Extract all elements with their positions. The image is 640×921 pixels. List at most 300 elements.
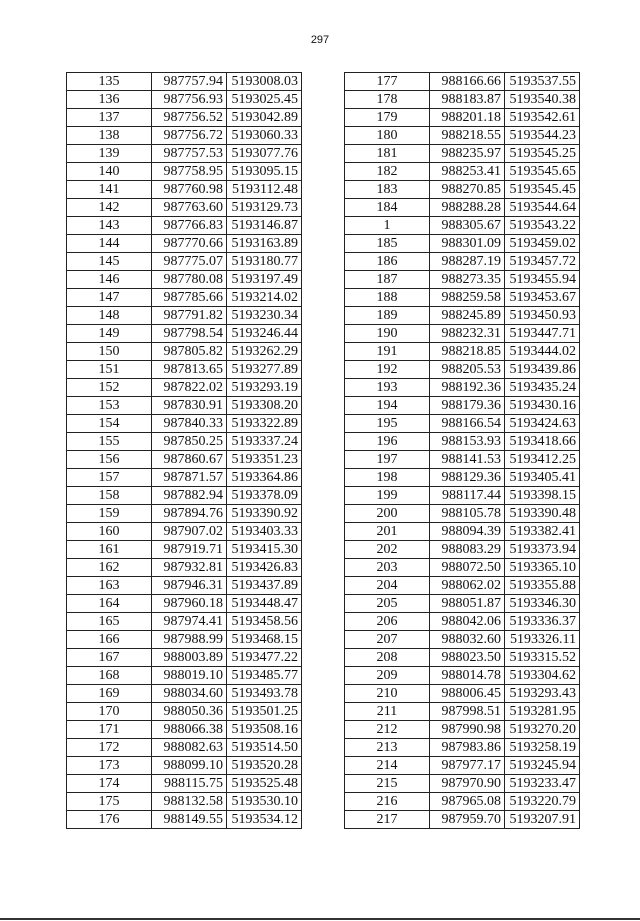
y-coordinate-cell: 5193450.93 xyxy=(505,307,580,325)
y-coordinate-cell: 5193365.10 xyxy=(505,559,580,577)
x-coordinate-cell: 987785.66 xyxy=(152,289,227,307)
y-coordinate-cell: 5193424.63 xyxy=(505,415,580,433)
point-id-cell: 175 xyxy=(67,793,152,811)
point-id-cell: 189 xyxy=(345,307,430,325)
y-coordinate-cell: 5193382.41 xyxy=(505,523,580,541)
table-row xyxy=(67,541,302,559)
x-coordinate-cell: 988253.41 xyxy=(430,163,505,181)
y-coordinate-cell: 5193293.43 xyxy=(505,685,580,703)
table-row xyxy=(345,541,580,559)
x-coordinate-cell: 987813.65 xyxy=(152,361,227,379)
x-coordinate-cell: 987798.54 xyxy=(152,325,227,343)
x-coordinate-cell: 987960.18 xyxy=(152,595,227,613)
y-coordinate-cell: 5193326.11 xyxy=(505,631,580,649)
point-id-cell: 176 xyxy=(67,811,152,829)
x-coordinate-cell: 988245.89 xyxy=(430,307,505,325)
point-id-cell: 209 xyxy=(345,667,430,685)
x-coordinate-cell: 988023.50 xyxy=(430,649,505,667)
bottom-rule xyxy=(0,918,640,920)
y-coordinate-cell: 5193214.02 xyxy=(227,289,302,307)
point-id-cell: 157 xyxy=(67,469,152,487)
table-row xyxy=(345,469,580,487)
point-id-cell: 213 xyxy=(345,739,430,757)
x-coordinate-cell: 988019.10 xyxy=(152,667,227,685)
table-row xyxy=(67,199,302,217)
y-coordinate-cell: 5193042.89 xyxy=(227,109,302,127)
x-coordinate-cell: 987791.82 xyxy=(152,307,227,325)
table-row xyxy=(67,181,302,199)
point-id-cell: 170 xyxy=(67,703,152,721)
table-row xyxy=(67,361,302,379)
y-coordinate-cell: 5193455.94 xyxy=(505,271,580,289)
point-id-cell: 136 xyxy=(67,91,152,109)
y-coordinate-cell: 5193435.24 xyxy=(505,379,580,397)
point-id-cell: 143 xyxy=(67,217,152,235)
x-coordinate-cell: 987959.70 xyxy=(430,811,505,829)
table-row xyxy=(67,73,302,91)
x-coordinate-cell: 987970.90 xyxy=(430,775,505,793)
y-coordinate-cell: 5193415.30 xyxy=(227,541,302,559)
x-coordinate-cell: 987766.83 xyxy=(152,217,227,235)
point-id-cell: 185 xyxy=(345,235,430,253)
y-coordinate-cell: 5193246.44 xyxy=(227,325,302,343)
x-coordinate-cell: 988179.36 xyxy=(430,397,505,415)
x-coordinate-cell: 987983.86 xyxy=(430,739,505,757)
point-id-cell: 215 xyxy=(345,775,430,793)
table-row xyxy=(345,703,580,721)
point-id-cell: 201 xyxy=(345,523,430,541)
x-coordinate-cell: 988072.50 xyxy=(430,559,505,577)
table-row xyxy=(345,217,580,235)
point-id-cell: 188 xyxy=(345,289,430,307)
point-id-cell: 200 xyxy=(345,505,430,523)
y-coordinate-cell: 5193315.52 xyxy=(505,649,580,667)
table-row xyxy=(67,397,302,415)
point-id-cell: 211 xyxy=(345,703,430,721)
table-row xyxy=(345,577,580,595)
y-coordinate-cell: 5193262.29 xyxy=(227,343,302,361)
point-id-cell: 1 xyxy=(345,217,430,235)
page-number: 297 xyxy=(310,34,330,46)
y-coordinate-cell: 5193281.95 xyxy=(505,703,580,721)
x-coordinate-cell: 988105.78 xyxy=(430,505,505,523)
point-id-cell: 149 xyxy=(67,325,152,343)
point-id-cell: 197 xyxy=(345,451,430,469)
x-coordinate-cell: 988270.85 xyxy=(430,181,505,199)
y-coordinate-cell: 5193545.45 xyxy=(505,181,580,199)
y-coordinate-cell: 5193308.20 xyxy=(227,397,302,415)
point-id-cell: 145 xyxy=(67,253,152,271)
table-row xyxy=(67,451,302,469)
y-coordinate-cell: 5193453.67 xyxy=(505,289,580,307)
table-row xyxy=(345,271,580,289)
y-coordinate-cell: 5193403.33 xyxy=(227,523,302,541)
table-row xyxy=(67,505,302,523)
point-id-cell: 164 xyxy=(67,595,152,613)
table-row xyxy=(67,379,302,397)
y-coordinate-cell: 5193322.89 xyxy=(227,415,302,433)
x-coordinate-cell: 987871.57 xyxy=(152,469,227,487)
x-coordinate-cell: 988232.31 xyxy=(430,325,505,343)
table-row xyxy=(67,217,302,235)
table-row xyxy=(345,361,580,379)
x-coordinate-cell: 988153.93 xyxy=(430,433,505,451)
table-row xyxy=(345,343,580,361)
y-coordinate-cell: 5193448.47 xyxy=(227,595,302,613)
x-coordinate-cell: 987974.41 xyxy=(152,613,227,631)
table-row xyxy=(67,703,302,721)
point-id-cell: 173 xyxy=(67,757,152,775)
y-coordinate-cell: 5193437.89 xyxy=(227,577,302,595)
y-coordinate-cell: 5193304.62 xyxy=(505,667,580,685)
x-coordinate-cell: 987775.07 xyxy=(152,253,227,271)
y-coordinate-cell: 5193398.15 xyxy=(505,487,580,505)
y-coordinate-cell: 5193364.86 xyxy=(227,469,302,487)
y-coordinate-cell: 5193457.72 xyxy=(505,253,580,271)
table-row xyxy=(67,163,302,181)
point-id-cell: 155 xyxy=(67,433,152,451)
y-coordinate-cell: 5193220.79 xyxy=(505,793,580,811)
x-coordinate-cell: 988082.63 xyxy=(152,739,227,757)
table-row xyxy=(345,487,580,505)
point-id-cell: 192 xyxy=(345,361,430,379)
x-coordinate-cell: 988141.53 xyxy=(430,451,505,469)
table-row xyxy=(345,289,580,307)
table-row xyxy=(345,397,580,415)
x-coordinate-cell: 987780.08 xyxy=(152,271,227,289)
y-coordinate-cell: 5193230.34 xyxy=(227,307,302,325)
y-coordinate-cell: 5193095.15 xyxy=(227,163,302,181)
table-row xyxy=(345,181,580,199)
point-id-cell: 179 xyxy=(345,109,430,127)
y-coordinate-cell: 5193337.24 xyxy=(227,433,302,451)
y-coordinate-cell: 5193293.19 xyxy=(227,379,302,397)
table-row xyxy=(67,811,302,829)
x-coordinate-cell: 987850.25 xyxy=(152,433,227,451)
x-coordinate-cell: 988115.75 xyxy=(152,775,227,793)
x-coordinate-cell: 987758.95 xyxy=(152,163,227,181)
x-coordinate-cell: 988094.39 xyxy=(430,523,505,541)
point-id-cell: 195 xyxy=(345,415,430,433)
point-id-cell: 183 xyxy=(345,181,430,199)
x-coordinate-cell: 987932.81 xyxy=(152,559,227,577)
point-id-cell: 210 xyxy=(345,685,430,703)
y-coordinate-cell: 5193540.38 xyxy=(505,91,580,109)
y-coordinate-cell: 5193439.86 xyxy=(505,361,580,379)
point-id-cell: 199 xyxy=(345,487,430,505)
x-coordinate-cell: 987946.31 xyxy=(152,577,227,595)
table-row xyxy=(345,523,580,541)
x-coordinate-cell: 988166.66 xyxy=(430,73,505,91)
y-coordinate-cell: 5193077.76 xyxy=(227,145,302,163)
x-coordinate-cell: 987757.53 xyxy=(152,145,227,163)
x-coordinate-cell: 988192.36 xyxy=(430,379,505,397)
x-coordinate-cell: 987805.82 xyxy=(152,343,227,361)
x-coordinate-cell: 988305.67 xyxy=(430,217,505,235)
point-id-cell: 186 xyxy=(345,253,430,271)
point-id-cell: 152 xyxy=(67,379,152,397)
table-row xyxy=(67,721,302,739)
y-coordinate-cell: 5193444.02 xyxy=(505,343,580,361)
y-coordinate-cell: 5193545.25 xyxy=(505,145,580,163)
point-id-cell: 216 xyxy=(345,793,430,811)
table-row xyxy=(345,667,580,685)
coordinate-table-left xyxy=(66,72,302,829)
point-id-cell: 206 xyxy=(345,613,430,631)
y-coordinate-cell: 5193390.48 xyxy=(505,505,580,523)
table-row xyxy=(67,649,302,667)
table-row xyxy=(345,739,580,757)
y-coordinate-cell: 5193270.20 xyxy=(505,721,580,739)
point-id-cell: 181 xyxy=(345,145,430,163)
y-coordinate-cell: 5193112.48 xyxy=(227,181,302,199)
y-coordinate-cell: 5193485.77 xyxy=(227,667,302,685)
point-id-cell: 138 xyxy=(67,127,152,145)
y-coordinate-cell: 5193501.25 xyxy=(227,703,302,721)
y-coordinate-cell: 5193412.25 xyxy=(505,451,580,469)
x-coordinate-cell: 988273.35 xyxy=(430,271,505,289)
y-coordinate-cell: 5193544.64 xyxy=(505,199,580,217)
table-row xyxy=(345,73,580,91)
table-row xyxy=(345,109,580,127)
point-id-cell: 150 xyxy=(67,343,152,361)
x-coordinate-cell: 988034.60 xyxy=(152,685,227,703)
point-id-cell: 207 xyxy=(345,631,430,649)
table-row xyxy=(67,613,302,631)
y-coordinate-cell: 5193405.41 xyxy=(505,469,580,487)
table-row xyxy=(67,487,302,505)
y-coordinate-cell: 5193245.94 xyxy=(505,757,580,775)
table-row xyxy=(67,685,302,703)
point-id-cell: 158 xyxy=(67,487,152,505)
x-coordinate-cell: 987757.94 xyxy=(152,73,227,91)
x-coordinate-cell: 987756.93 xyxy=(152,91,227,109)
y-coordinate-cell: 5193508.16 xyxy=(227,721,302,739)
x-coordinate-cell: 988301.09 xyxy=(430,235,505,253)
point-id-cell: 144 xyxy=(67,235,152,253)
point-id-cell: 137 xyxy=(67,109,152,127)
y-coordinate-cell: 5193520.28 xyxy=(227,757,302,775)
table-row xyxy=(67,91,302,109)
point-id-cell: 187 xyxy=(345,271,430,289)
y-coordinate-cell: 5193545.65 xyxy=(505,163,580,181)
table-row xyxy=(345,199,580,217)
table-row xyxy=(345,145,580,163)
x-coordinate-cell: 988129.36 xyxy=(430,469,505,487)
x-coordinate-cell: 988201.18 xyxy=(430,109,505,127)
table-row xyxy=(345,451,580,469)
table-row xyxy=(67,595,302,613)
x-coordinate-cell: 987894.76 xyxy=(152,505,227,523)
table-row xyxy=(345,685,580,703)
point-id-cell: 166 xyxy=(67,631,152,649)
table-row xyxy=(345,613,580,631)
table-row xyxy=(67,307,302,325)
table-row xyxy=(67,145,302,163)
x-coordinate-cell: 987860.67 xyxy=(152,451,227,469)
table-row xyxy=(345,559,580,577)
point-id-cell: 194 xyxy=(345,397,430,415)
x-coordinate-cell: 988051.87 xyxy=(430,595,505,613)
table-row xyxy=(67,415,302,433)
x-coordinate-cell: 988050.36 xyxy=(152,703,227,721)
point-id-cell: 160 xyxy=(67,523,152,541)
point-id-cell: 190 xyxy=(345,325,430,343)
table-row xyxy=(345,757,580,775)
table-row xyxy=(67,235,302,253)
y-coordinate-cell: 5193355.88 xyxy=(505,577,580,595)
y-coordinate-cell: 5193163.89 xyxy=(227,235,302,253)
x-coordinate-cell: 988149.55 xyxy=(152,811,227,829)
point-id-cell: 182 xyxy=(345,163,430,181)
y-coordinate-cell: 5193459.02 xyxy=(505,235,580,253)
point-id-cell: 161 xyxy=(67,541,152,559)
y-coordinate-cell: 5193258.19 xyxy=(505,739,580,757)
point-id-cell: 165 xyxy=(67,613,152,631)
x-coordinate-cell: 987770.66 xyxy=(152,235,227,253)
y-coordinate-cell: 5193426.83 xyxy=(227,559,302,577)
y-coordinate-cell: 5193207.91 xyxy=(505,811,580,829)
point-id-cell: 208 xyxy=(345,649,430,667)
y-coordinate-cell: 5193447.71 xyxy=(505,325,580,343)
y-coordinate-cell: 5193430.16 xyxy=(505,397,580,415)
y-coordinate-cell: 5193534.12 xyxy=(227,811,302,829)
x-coordinate-cell: 988218.85 xyxy=(430,343,505,361)
point-id-cell: 163 xyxy=(67,577,152,595)
y-coordinate-cell: 5193537.55 xyxy=(505,73,580,91)
x-coordinate-cell: 987756.72 xyxy=(152,127,227,145)
y-coordinate-cell: 5193458.56 xyxy=(227,613,302,631)
point-id-cell: 178 xyxy=(345,91,430,109)
x-coordinate-cell: 987977.17 xyxy=(430,757,505,775)
point-id-cell: 151 xyxy=(67,361,152,379)
y-coordinate-cell: 5193378.09 xyxy=(227,487,302,505)
point-id-cell: 191 xyxy=(345,343,430,361)
table-row xyxy=(345,595,580,613)
x-coordinate-cell: 988235.97 xyxy=(430,145,505,163)
x-coordinate-cell: 987990.98 xyxy=(430,721,505,739)
x-coordinate-cell: 988218.55 xyxy=(430,127,505,145)
table-row xyxy=(67,577,302,595)
table-row xyxy=(345,253,580,271)
table-row xyxy=(345,649,580,667)
x-coordinate-cell: 987919.71 xyxy=(152,541,227,559)
table-row xyxy=(345,811,580,829)
y-coordinate-cell: 5193525.48 xyxy=(227,775,302,793)
x-coordinate-cell: 988287.19 xyxy=(430,253,505,271)
table-row xyxy=(67,469,302,487)
point-id-cell: 153 xyxy=(67,397,152,415)
table-row xyxy=(345,127,580,145)
x-coordinate-cell: 987840.33 xyxy=(152,415,227,433)
point-id-cell: 214 xyxy=(345,757,430,775)
x-coordinate-cell: 988183.87 xyxy=(430,91,505,109)
x-coordinate-cell: 988205.53 xyxy=(430,361,505,379)
x-coordinate-cell: 988259.58 xyxy=(430,289,505,307)
table-row xyxy=(67,559,302,577)
x-coordinate-cell: 987965.08 xyxy=(430,793,505,811)
point-id-cell: 142 xyxy=(67,199,152,217)
y-coordinate-cell: 5193543.22 xyxy=(505,217,580,235)
x-coordinate-cell: 987760.98 xyxy=(152,181,227,199)
point-id-cell: 168 xyxy=(67,667,152,685)
x-coordinate-cell: 988099.10 xyxy=(152,757,227,775)
point-id-cell: 202 xyxy=(345,541,430,559)
table-row xyxy=(67,343,302,361)
table-row xyxy=(67,289,302,307)
table-row xyxy=(67,523,302,541)
x-coordinate-cell: 988003.89 xyxy=(152,649,227,667)
point-id-cell: 139 xyxy=(67,145,152,163)
point-id-cell: 177 xyxy=(345,73,430,91)
point-id-cell: 169 xyxy=(67,685,152,703)
y-coordinate-cell: 5193025.45 xyxy=(227,91,302,109)
x-coordinate-cell: 988083.29 xyxy=(430,541,505,559)
table-row xyxy=(67,631,302,649)
table-row xyxy=(345,775,580,793)
y-coordinate-cell: 5193233.47 xyxy=(505,775,580,793)
point-id-cell: 154 xyxy=(67,415,152,433)
y-coordinate-cell: 5193129.73 xyxy=(227,199,302,217)
table-row xyxy=(345,721,580,739)
point-id-cell: 205 xyxy=(345,595,430,613)
table-row xyxy=(67,127,302,145)
point-id-cell: 198 xyxy=(345,469,430,487)
point-id-cell: 180 xyxy=(345,127,430,145)
y-coordinate-cell: 5193530.10 xyxy=(227,793,302,811)
point-id-cell: 196 xyxy=(345,433,430,451)
table-row xyxy=(67,667,302,685)
table-row xyxy=(345,793,580,811)
y-coordinate-cell: 5193542.61 xyxy=(505,109,580,127)
table-row xyxy=(67,739,302,757)
point-id-cell: 148 xyxy=(67,307,152,325)
table-row xyxy=(345,415,580,433)
x-coordinate-cell: 987882.94 xyxy=(152,487,227,505)
y-coordinate-cell: 5193008.03 xyxy=(227,73,302,91)
y-coordinate-cell: 5193477.22 xyxy=(227,649,302,667)
table-row xyxy=(67,109,302,127)
y-coordinate-cell: 5193390.92 xyxy=(227,505,302,523)
point-id-cell: 135 xyxy=(67,73,152,91)
table-row xyxy=(67,253,302,271)
point-id-cell: 167 xyxy=(67,649,152,667)
x-coordinate-cell: 987998.51 xyxy=(430,703,505,721)
coordinate-table-right xyxy=(344,72,580,829)
point-id-cell: 147 xyxy=(67,289,152,307)
x-coordinate-cell: 987763.60 xyxy=(152,199,227,217)
x-coordinate-cell: 987830.91 xyxy=(152,397,227,415)
y-coordinate-cell: 5193514.50 xyxy=(227,739,302,757)
point-id-cell: 193 xyxy=(345,379,430,397)
x-coordinate-cell: 987822.02 xyxy=(152,379,227,397)
point-id-cell: 140 xyxy=(67,163,152,181)
point-id-cell: 204 xyxy=(345,577,430,595)
table-row xyxy=(345,163,580,181)
x-coordinate-cell: 988042.06 xyxy=(430,613,505,631)
table-row xyxy=(345,235,580,253)
table-row xyxy=(67,271,302,289)
point-id-cell: 184 xyxy=(345,199,430,217)
y-coordinate-cell: 5193418.66 xyxy=(505,433,580,451)
table-row xyxy=(345,433,580,451)
x-coordinate-cell: 988006.45 xyxy=(430,685,505,703)
x-coordinate-cell: 988166.54 xyxy=(430,415,505,433)
x-coordinate-cell: 987907.02 xyxy=(152,523,227,541)
point-id-cell: 159 xyxy=(67,505,152,523)
y-coordinate-cell: 5193180.77 xyxy=(227,253,302,271)
point-id-cell: 217 xyxy=(345,811,430,829)
